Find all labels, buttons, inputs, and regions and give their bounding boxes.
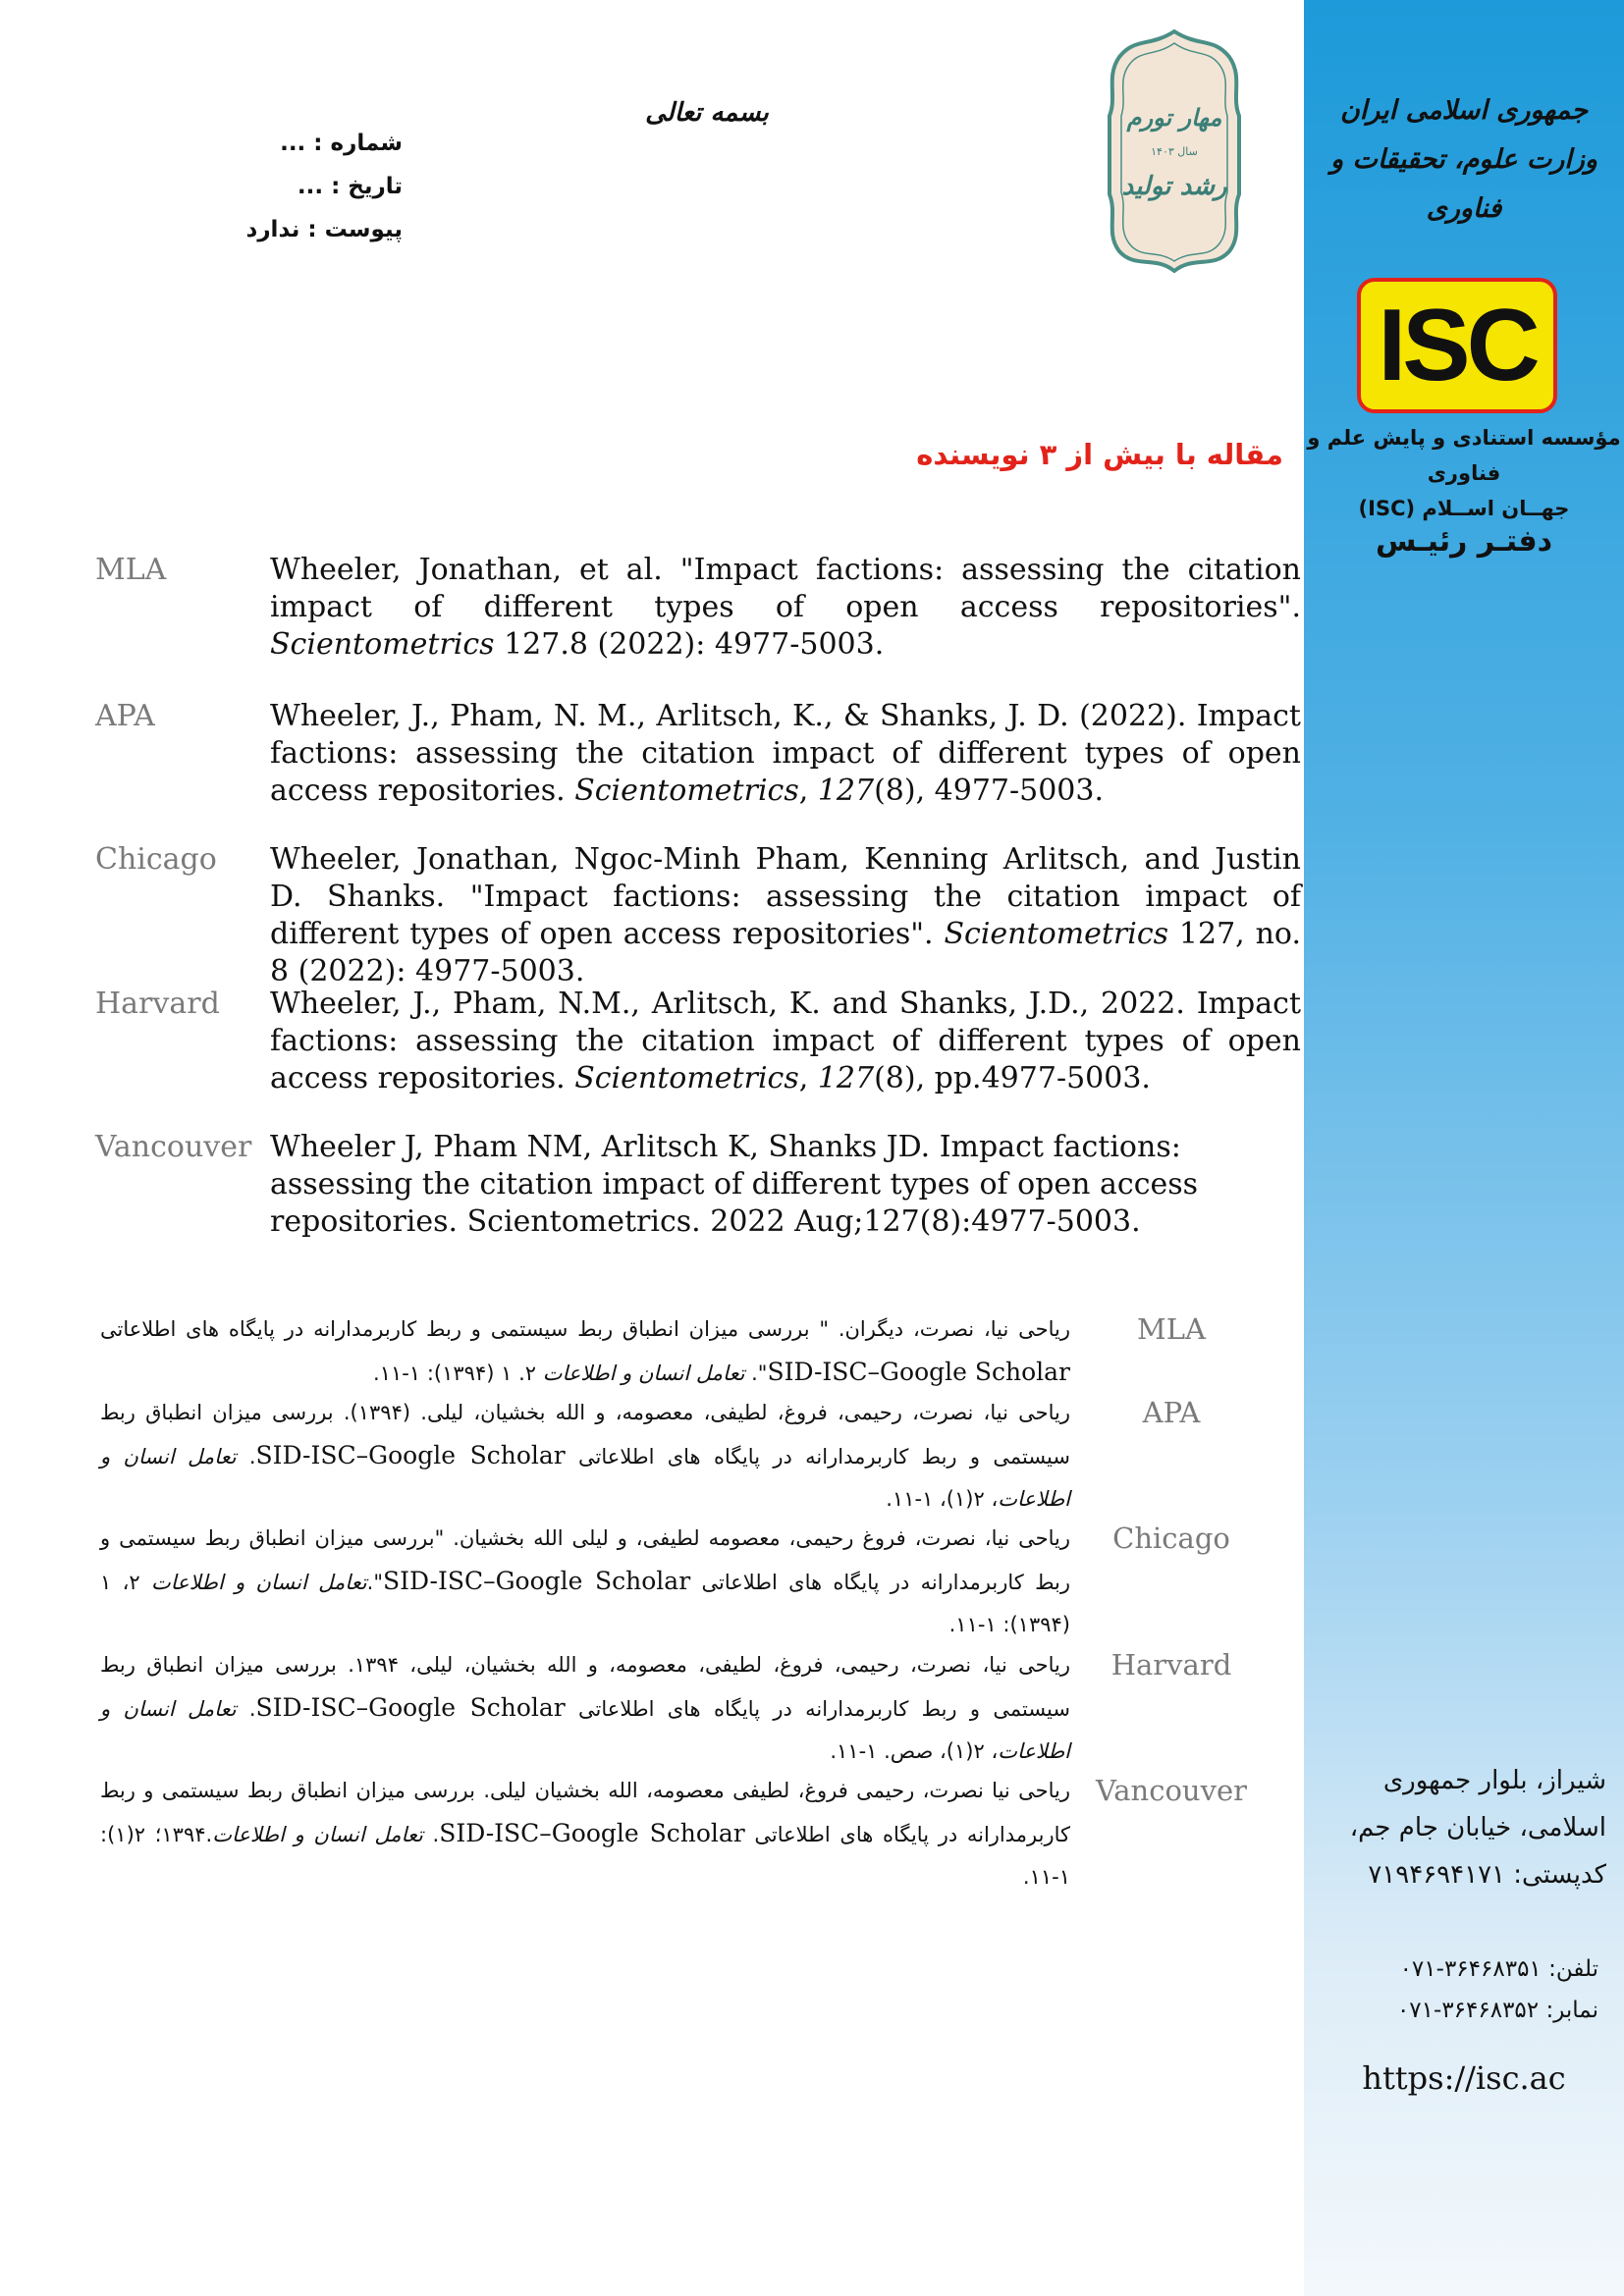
citation-text[interactable]: Wheeler, Jonathan, Ngoc-Minh Pham, Kenning Arlitsch, and Justin D. Shanks. "Impact factions: assessing the citation impact of different types of open access repositories". Scientometrics 127, no. 8 (2022): 4977-5003. [270,842,1301,988]
citation-style-label: MLA [95,553,167,587]
citation-text[interactable]: Wheeler, Jonathan, et al. "Impact factions: assessing the citation impact of different types of open access repositories". Scientometrics 127.8 (2022): 4977-5003. [270,553,1301,662]
ministry-line-2: وزارت علوم، تحقیقات و فناوری [1330,144,1597,224]
letter-meta [187,122,403,251]
citation-text[interactable]: Wheeler, J., Pham, N.M., Arlitsch, K. and Shanks, J.D., 2022. Impact factions: assessing the citation impact of different types of open access repositories. Scientometrics, 127(8), pp.4977-5003. [270,987,1301,1095]
letterhead-sidebar [1304,0,1624,2296]
citation-style-label: Vancouver [95,1130,252,1164]
address [1312,1757,1606,1898]
citation-text[interactable]: ریاحی نیا، نصرت، فروغ رحیمی، معصومه لطیفی، و لیلی الله بخشیان. "بررسی میزان انطباق ربط سیستمی و ربط کاربرمدارانه در پایگاه های اطلاعاتی SID-ISC–Google Scholar".تعامل انسان و اطلاعات ۲، ۱ (۱۳۹۴): ۱-۱۱. [100,1526,1070,1636]
address-line-2: اسلامی، خیابان جام جم، [1349,1813,1606,1842]
citation-style-label: Chicago [95,842,217,877]
citation-style-label: Harvard [95,987,220,1021]
citation-style-label: Harvard [1110,1648,1232,1682]
citation-text[interactable]: ریاحی نیا، نصرت، رحیمی، فروغ، لطیفی، معصومه، و الله بخشیان، لیلی، ۱۳۹۴. بررسی میزان انطباق ربط سیستمی و ربط کاربرمدارانه در پایگاه های اطلاعاتی SID-ISC–Google Scholar. تعامل انسان و اطلاعات، ۲(۱)، صص. ۱-۱۱. [100,1653,1070,1763]
citation-text[interactable]: ریاحی نیا، نصرت، رحیمی، فروغ، لطیفی، معصومه، و الله بخشیان، لیلی. (۱۳۹۴). بررسی میزان انطباق ربط سیستمی و ربط کاربرمدارانه در پایگاه های اطلاعاتی SID-ISC–Google Scholar. تعامل انسان و اطلاعات، ۲(۱)، ۱-۱۱. [100,1401,1071,1511]
citation-text[interactable]: Wheeler, J., Pham, N. M., Arlitsch, K., & Shanks, J. D. (2022). Impact factions: assessing the citation impact of different types of open access repositories. Scientometrics, 127(8), 4977-5003. [270,699,1301,808]
address-line-1: شیراز، بلوار جمهوری [1382,1766,1606,1795]
contact-numbers [1304,1949,1598,2031]
citation-style-label: Vancouver [1095,1774,1248,1807]
institute-name [1304,420,1624,526]
emblem-year: سال ۱۴۰۳ [1151,145,1198,158]
section-heading: مقاله با بیش از ۳ نویسنده [916,438,1283,471]
citation-text[interactable]: Wheeler J, Pham NM, Arlitsch K, Shanks JD. Impact factions: assessing the citation impact of different types of open access repositories. Scientometrics. 2022 Aug;127(8):4977-5003. [270,1130,1199,1239]
year-slogan-emblem [1106,27,1243,273]
emblem-slogan-2: رشد تولید [1121,172,1227,201]
postal-code: کدپستی: ۷۱۹۴۶۹۴۱۷۱ [1368,1860,1606,1890]
institute-line-2: جهــان اســلام (ISC) [1358,497,1570,520]
basmala: بسمه تعالی [645,98,769,128]
citation-style-label: Chicago [1112,1522,1230,1555]
emblem-slogan-1: مهار تورم [1126,103,1222,132]
office-title: دفتـر رئیـس [1375,524,1553,559]
phone-number: تلفن: ۳۶۴۶۸۳۵۱-۰۷۱ [1399,1956,1598,1982]
letter-date: تاریخ : ... [297,174,403,199]
citation-style-label: MLA [1137,1312,1206,1346]
citation-text[interactable]: ریاحی نیا، نصرت، دیگران. " بررسی میزان انطباق ربط سیستمی و ربط کاربرمدارانه در پایگاه های اطلاعاتی SID-ISC–Google Scholar". تعامل انسان و اطلاعات ۲. ۱ (۱۳۹۴): ۱-۱۱. [100,1317,1070,1386]
letter-number: شماره : ... [280,131,403,156]
institute-line-1: مؤسسه استنادی و پایش علم و فناوری [1307,426,1621,485]
citation-text[interactable]: ریاحی نیا نصرت، رحیمی فروغ، لطیفی معصومه، الله بخشیان لیلی. بررسی میزان انطباق ربط سیستمی و ربط کاربرمدارانه در پایگاه های اطلاعاتی SID-ISC–Google Scholar. تعامل انسان و اطلاعات.۱۳۹۴؛ ۲(۱): ۱-۱۱. [100,1779,1070,1889]
citation-style-label: APA [95,699,155,733]
website-url[interactable]: https://isc.ac [1362,2059,1566,2097]
ministry-line-1: جمهوری اسلامی ایران [1339,95,1589,126]
citation-style-label: APA [1142,1396,1201,1429]
ministry-name [1304,86,1624,234]
fax-number: نمابر: ۳۶۴۶۸۳۵۲-۰۷۱ [1396,1998,1598,2023]
letter-attachment: پیوست : ندارد [245,217,403,242]
isc-logo: ISC [1357,278,1557,413]
